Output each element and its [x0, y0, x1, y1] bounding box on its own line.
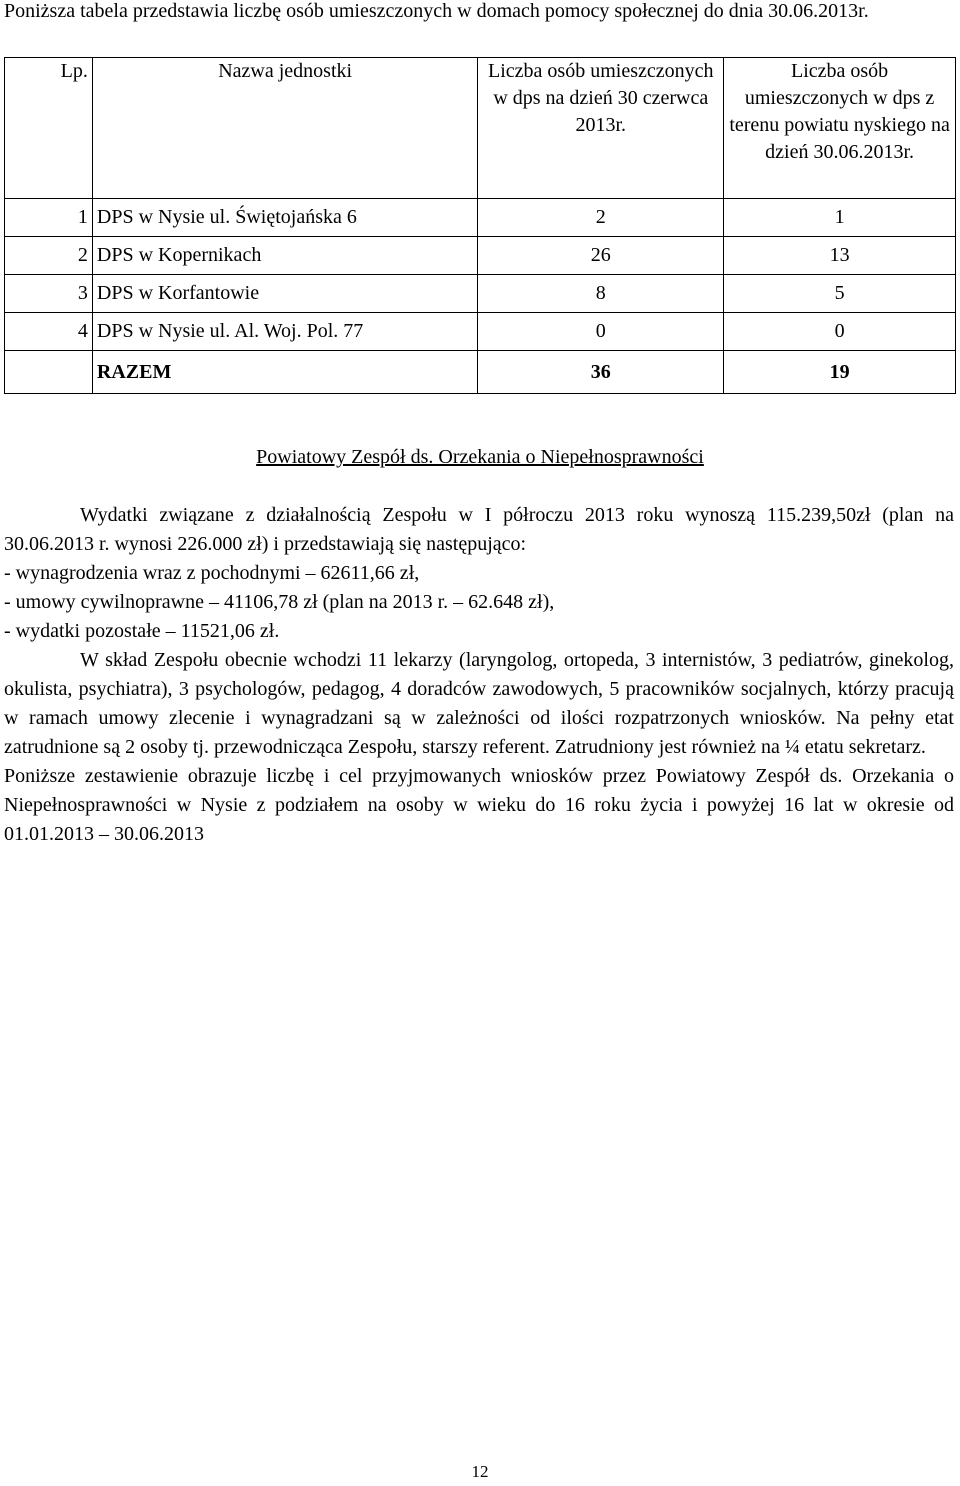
page-number: 12 [471, 1462, 489, 1481]
summary-paragraph: Poniższe zestawienie obrazuje liczbę i cel przyjmowanych wniosków przez Powiatowy Zespół ds. Orzekania o Niepełnosprawności w Nysie z podziałem na osoby w wieku do 16 roku życia i powyżej 16 lat w okresie od 01.01.2013 – 30.06.2013 [4, 765, 954, 845]
cell-count-dps: 2 [478, 199, 724, 237]
cell-lp: 3 [5, 275, 93, 313]
cell-count-nyski: 5 [724, 275, 956, 313]
cell-count-dps: 8 [478, 275, 724, 313]
expense-list [4, 559, 954, 646]
total-count-dps: 36 [478, 351, 724, 394]
table-row [5, 275, 956, 313]
staff-paragraph: W skład Zespołu obecnie wchodzi 11 lekarzy (laryngolog, ortopeda, 3 internistów, 3 pediatrów, ginekolog, okulista, psychiatra), 3 psychologów, pedagog, 4 doradców zawodowych, 5 pracowników socjalnych, którzy pracują w ramach umowy zlecenie i wynagradzani są w zależności od ilości rozpatrzonych wniosków. Na pełny etat zatrudnione są 2 osoby tj. przewodnicząca Zespołu, starszy referent. Zatrudniony jest również na ¼ etatu sekretarz. [4, 649, 954, 758]
cell-lp-empty [5, 351, 93, 394]
header-count-dps: Liczba osób umieszczonych w dps na dzień 30 czerwca 2013r. [478, 58, 724, 199]
cell-count-dps: 0 [478, 313, 724, 351]
intro-paragraph: Poniższa tabela przedstawia liczbę osób umieszczonych w domach pomocy społecznej do dnia 30.06.2013r. [4, 0, 869, 22]
expenses-paragraph: Wydatki związane z działalnością Zespołu w I półroczu 2013 roku wynoszą 115.239,50zł (plan na 30.06.2013 r. wynosi 226.000 zł) i przedstawiają się następująco: [4, 504, 954, 555]
table-row [5, 199, 956, 237]
cell-count-nyski: 1 [724, 199, 956, 237]
header-count-nyski: Liczba osób umieszczonych w dps z terenu powiatu nyskiego na dzień 30.06.2013r. [724, 58, 956, 199]
cell-name: DPS w Nysie ul. Świętojańska 6 [92, 199, 477, 237]
header-lp: Lp. [5, 58, 93, 199]
cell-lp: 2 [5, 237, 93, 275]
expense-item: - umowy cywilnoprawne – 41106,78 zł (plan na 2013 r. – 62.648 zł), [4, 591, 555, 613]
cell-count-nyski: 0 [724, 313, 956, 351]
table-row [5, 313, 956, 351]
cell-name: DPS w Korfantowie [92, 275, 477, 313]
cell-count-dps: 26 [478, 237, 724, 275]
expense-item: - wydatki pozostałe – 11521,06 zł. [4, 620, 280, 642]
dps-table [4, 57, 956, 394]
cell-name: DPS w Kopernikach [92, 237, 477, 275]
table-header-row [5, 58, 956, 199]
expense-item: - wynagrodzenia wraz z pochodnymi – 62611,66 zł, [4, 562, 420, 584]
cell-name: DPS w Nysie ul. Al. Woj. Pol. 77 [92, 313, 477, 351]
table-row [5, 237, 956, 275]
cell-count-nyski: 13 [724, 237, 956, 275]
cell-lp: 4 [5, 313, 93, 351]
body-text [4, 501, 954, 849]
cell-lp: 1 [5, 199, 93, 237]
total-label: RAZEM [92, 351, 477, 394]
header-name: Nazwa jednostki [92, 58, 477, 199]
section-title: Powiatowy Zespół ds. Orzekania o Niepełnosprawności [256, 446, 704, 468]
total-count-nyski: 19 [724, 351, 956, 394]
table-total-row [5, 351, 956, 394]
